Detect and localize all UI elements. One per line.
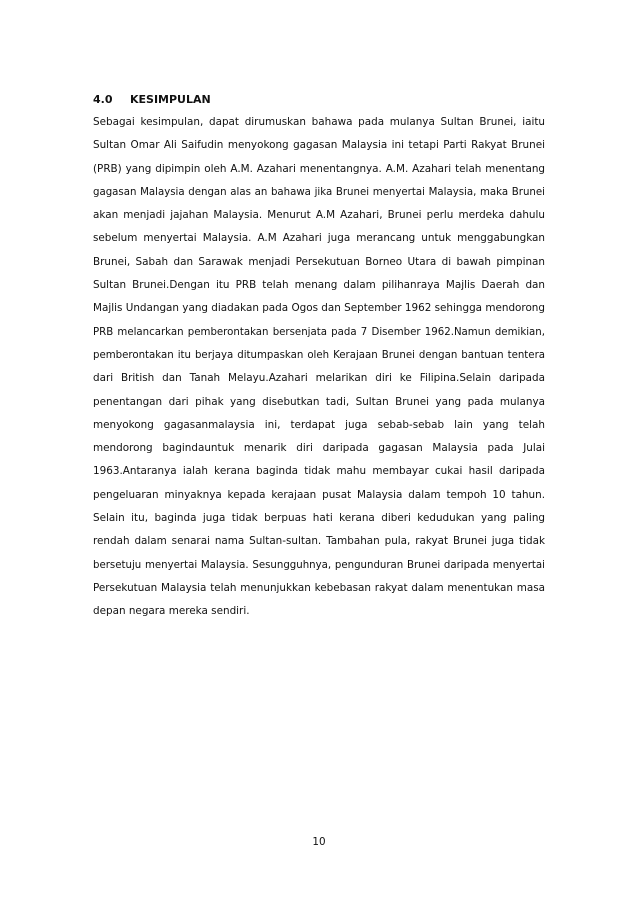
section-title: KESIMPULAN <box>130 93 211 106</box>
paragraph-line: gagasan Malaysia dengan alas an bahawa jika Brunei menyertai Malaysia, maka Brunei <box>93 186 545 198</box>
paragraph-line: Sultan Brunei.Dengan itu PRB telah menang dalam pilihanraya Majlis Daerah dan <box>93 279 545 292</box>
paragraph-line: akan menjadi jajahan Malaysia. Menurut A.M Azahari, Brunei perlu merdeka dahulu <box>93 209 545 222</box>
paragraph-line: pengeluaran minyaknya kepada kerajaan pusat Malaysia dalam tempoh 10 tahun. <box>93 488 545 501</box>
paragraph-line: Majlis Undangan yang diadakan pada Ogos dan September 1962 sehingga mendorong <box>93 302 545 315</box>
paragraph-line: rendah dalam senarai nama Sultan-sultan. Tambahan pula, rakyat Brunei juga tidak <box>93 535 545 548</box>
page-number: 10 <box>312 836 326 848</box>
paragraph-line: Sebagai kesimpulan, dapat dirumuskan bahawa pada mulanya Sultan Brunei, iaitu <box>93 116 545 128</box>
paragraph-line: 1963.Antaranya ialah kerana baginda tidak mahu membayar cukai hasil daripada <box>93 465 545 478</box>
section-number: 4.0 <box>93 93 113 106</box>
paragraph-line: depan negara mereka sendiri. <box>93 605 250 618</box>
section-heading <box>93 92 211 108</box>
paragraph-line: Selain itu, baginda juga tidak berpuas hati kerana diberi kedudukan yang paling <box>93 512 545 525</box>
paragraph-line: bersetuju menyertai Malaysia. Sesungguhnya, pengunduran Brunei daripada menyertai <box>93 559 545 571</box>
paragraph-line: Persekutuan Malaysia telah menunjukkan kebebasan rakyat dalam menentukan masa <box>93 581 545 594</box>
paragraph-line: pemberontakan itu berjaya ditumpaskan oleh Kerajaan Brunei dengan bantuan tentera <box>93 349 545 361</box>
paragraph-line: penentangan dari pihak yang disebutkan tadi, Sultan Brunei yang pada mulanya <box>93 395 545 408</box>
paragraph-line: mendorong bagindauntuk menarik diri daripada gagasan Malaysia pada Julai <box>93 442 545 455</box>
paragraph-line: PRB melancarkan pemberontakan bersenjata pada 7 Disember 1962.Namun demikian, <box>93 326 545 338</box>
paragraph-line: Sultan Omar Ali Saifudin menyokong gagasan Malaysia ini tetapi Parti Rakyat Brunei <box>93 139 545 152</box>
paragraph-line: (PRB) yang dipimpin oleh A.M. Azahari menentangnya. A.M. Azahari telah menentang <box>93 162 545 175</box>
paragraph-line: sebelum menyertai Malaysia. A.M Azahari juga merancang untuk menggabungkan <box>93 232 545 245</box>
paragraph-line: Brunei, Sabah dan Sarawak menjadi Persekutuan Borneo Utara di bawah pimpinan <box>93 255 545 268</box>
body-paragraph <box>93 111 545 624</box>
paragraph-line: dari British dan Tanah Melayu.Azahari melarikan diri ke Filipina.Selain daripada <box>93 372 545 385</box>
paragraph-line: menyokong gagasanmalaysia ini, terdapat juga sebab-sebab lain yang telah <box>93 418 545 431</box>
